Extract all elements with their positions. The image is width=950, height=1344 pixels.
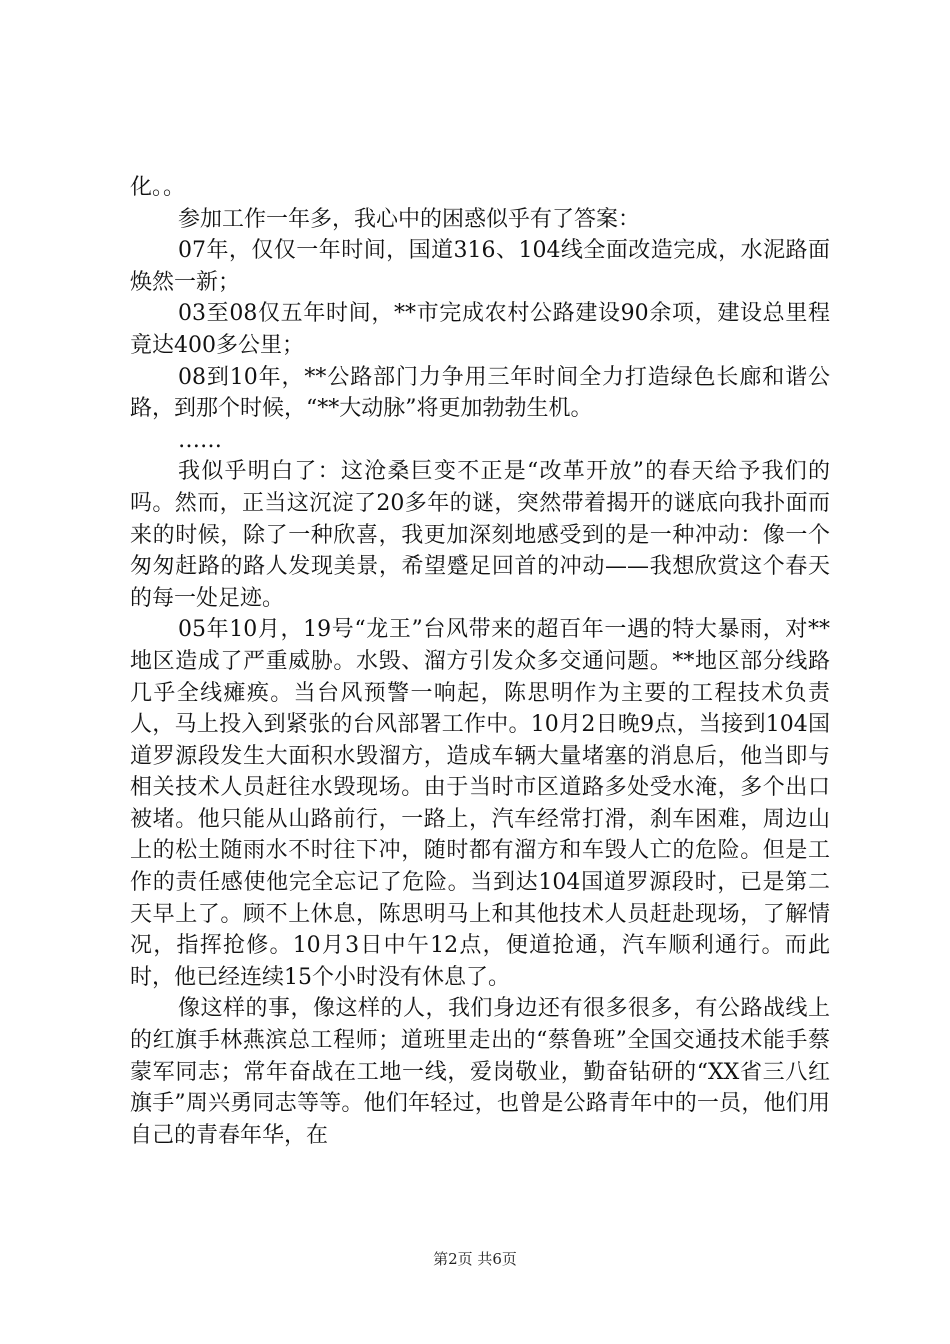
paragraph-continuation: 化。。 (130, 175, 186, 200)
paragraph-intro: 参加工作一年多，我心中的困惑似乎有了答案： (178, 206, 641, 232)
paragraph-role-models: 像这样的事，像这样的人，我们身边还有很多很多，有公路战线上的红旗手林燕滨总工程师；道班里走出的“蔡鲁班”全国交通技术能手蔡蒙军同志；常年奋战在工地一线，爱岗敬业，勤奋钻研的“XX省三八红旗手”周兴勇同志等等。他们年轻过，也曾是公路青年中的一员，他们用自己的青春年华，在 (130, 996, 830, 1148)
paragraph-ellipsis: …… (178, 427, 222, 453)
body-text (130, 172, 830, 1151)
page-footer: 第2页 共6页 (433, 1250, 517, 1268)
paragraph-reform-spring: 我似乎明白了：这沧桑巨变不正是“改革开放”的春天给予我们的吗。然而，正当这沉淀了20多年的谜，突然带着揭开的谜底向我扑面而来的时候，除了一种欣喜，我更加深刻地感受到的是一种冲动：像一个匆匆赶路的路人发现美景，希望蹙足回首的冲动——我想欣赏这个春天的每一处足迹。 (130, 459, 830, 611)
paragraph-national-road: 07年，仅仅一年时间，国道316、104线全面改造完成，水泥路面焕然一新； (130, 238, 830, 295)
paragraph-typhoon: 05年10月，19号“龙王”台风带来的超百年一遇的特大暴雨，对**地区造成了严重威胁。水毁、溜方引发众多交通问题。**地区部分线路几乎全线瘫痪。当台风预警一响起，陈思明作为主要的工程技术负责人，马上投入到紧张的台风部署工作中。10月2日晚9点，当接到104国道罗源段发生大面积水毁溜方，造成车辆大量堵塞的消息后，他当即与相关技术人员赶往水毁现场。由于当时市区道路多处受水淹，多个出口被堵。他只能从山路前行，一路上，汽车经常打滑，刹车困难，周边山上的松土随雨水不时往下冲，随时都有溜方和车毁人亡的危险。但是工作的责任感使他完全忘记了危险。当到达104国道罗源段时，已是第二天早上了。顾不上休息，陈思明马上和其他技术人员赶赴现场，了解情况，指挥抢修。10月3日中午12点，便道抢通，汽车顺利通行。而此时，他已经连续15个小时没有休息了。 (130, 617, 830, 990)
paragraph-rural-road: 03至08仅五年时间，**市完成农村公路建设90余项，建设总里程竟达400多公里； (130, 301, 830, 358)
paragraph-green-corridor: 08到10年，**公路部门力争用三年时间全力打造绿色长廊和谐公路，到那个时候，“**大动脉”将更加勃勃生机。 (130, 364, 830, 422)
